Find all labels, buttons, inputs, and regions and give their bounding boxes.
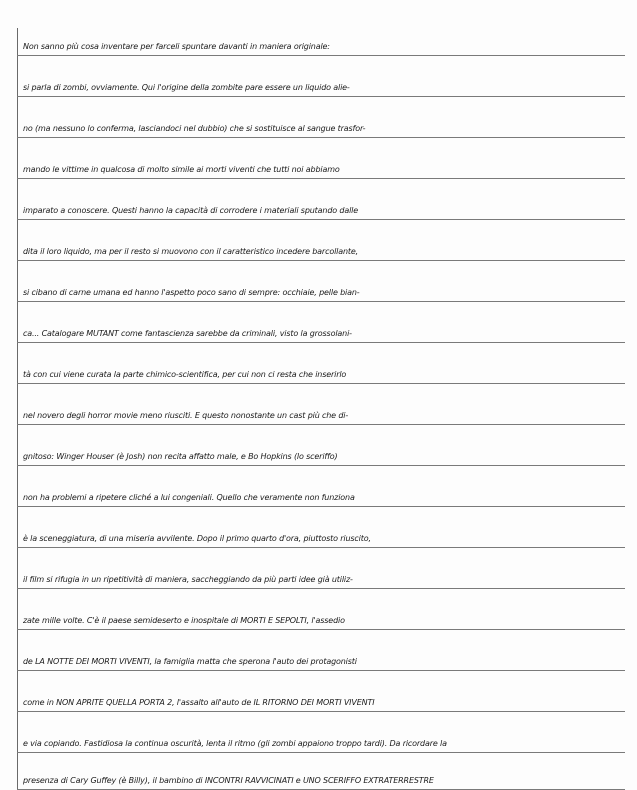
ruled-line-5 bbox=[17, 179, 625, 220]
ruled-line-9 bbox=[17, 343, 625, 384]
ruled-line-10 bbox=[17, 384, 625, 425]
text-line-7: si cibano di carne umana ed hanno l'aspetto poco sano di sempre: occhiaie, pelle bian- bbox=[23, 288, 360, 297]
ruled-line-18 bbox=[17, 712, 625, 753]
text-line-18: e via copiando. Fastidiosa la continua oscurità, lenta il ritmo (gli zombi appaiono troppo tardi). Da ricordare la bbox=[23, 739, 447, 748]
text-line-10: nel novero degli horror movie meno riusciti. E questo nonostante un cast più che di- bbox=[23, 411, 349, 420]
ruled-line-12 bbox=[17, 466, 625, 507]
ruled-line-1 bbox=[17, 15, 625, 56]
text-line-11: gnitoso: Winger Houser (è Josh) non recita affatto male, e Bo Hopkins (lo sceriffo) bbox=[23, 452, 338, 461]
ruled-line-15 bbox=[17, 589, 625, 630]
text-line-2: si parla di zombi, ovviamente. Qui l'origine della zombite pare essere un liquido alie- bbox=[23, 83, 350, 92]
ruled-line-17 bbox=[17, 671, 625, 712]
ruled-line-2 bbox=[17, 56, 625, 97]
ruled-line-14 bbox=[17, 548, 625, 589]
ruled-line-8 bbox=[17, 302, 625, 343]
ruled-line-11 bbox=[17, 425, 625, 466]
text-line-14: il film si rifugia in un ripetitività di maniera, saccheggiando da più parti idee già utiliz- bbox=[23, 575, 353, 584]
text-line-6: dita il loro liquido, ma per il resto si muovono con il caratteristico incedere barcollante, bbox=[23, 247, 359, 256]
text-line-13: è la sceneggiatura, di una miseria avvilente. Dopo il primo quarto d'ora, piuttosto riuscito, bbox=[23, 534, 371, 543]
ruled-line-13 bbox=[17, 507, 625, 548]
ruled-line-16 bbox=[17, 630, 625, 671]
ruled-line-7 bbox=[17, 261, 625, 302]
text-line-3: no (ma nessuno lo conferma, lasciandoci nel dubbio) che si sostituisce al sangue trasfor- bbox=[23, 124, 366, 133]
text-line-5: imparato a conoscere. Questi hanno la capacità di corrodere i materiali sputando dalle bbox=[23, 206, 358, 215]
text-line-17: come in NON APRITE QUELLA PORTA 2, l'assalto all'auto de IL RITORNO DEI MORTI VIVENTI bbox=[23, 698, 375, 707]
ruled-line-4 bbox=[17, 138, 625, 179]
text-line-8: ca... Catalogare MUTANT come fantascienza sarebbe da criminali, visto la grossolani- bbox=[23, 329, 352, 338]
text-line-19: presenza di Cary Guffey (è Billy), il bambino di INCONTRI RAVVICINATI e UNO SCERIFFO EXTRATERRESTRE bbox=[23, 776, 434, 785]
ruled-line-6 bbox=[17, 220, 625, 261]
text-line-12: non ha problemi a ripetere cliché a lui congeniali. Quello che veramente non funziona bbox=[23, 493, 355, 502]
text-line-9: tà con cui viene curata la parte chimico-scientifica, per cui non ci resta che inserirlo bbox=[23, 370, 347, 379]
text-line-16: de LA NOTTE DEI MORTI VIVENTI, la famiglia matta che sperona l'auto dei protagonisti bbox=[23, 657, 357, 666]
ruled-line-19 bbox=[17, 749, 625, 790]
text-line-4: mando le vittime in qualcosa di molto simile ai morti viventi che tutti noi abbiamo bbox=[23, 165, 340, 174]
ruled-line-3 bbox=[17, 97, 625, 138]
text-line-15: zate mille volte. C'è il paese semideserto e inospitale di MORTI E SEPOLTI, l'assedio bbox=[23, 616, 345, 625]
text-line-1: Non sanno più cosa inventare per farceli spuntare davanti in maniera originale: bbox=[23, 42, 330, 51]
